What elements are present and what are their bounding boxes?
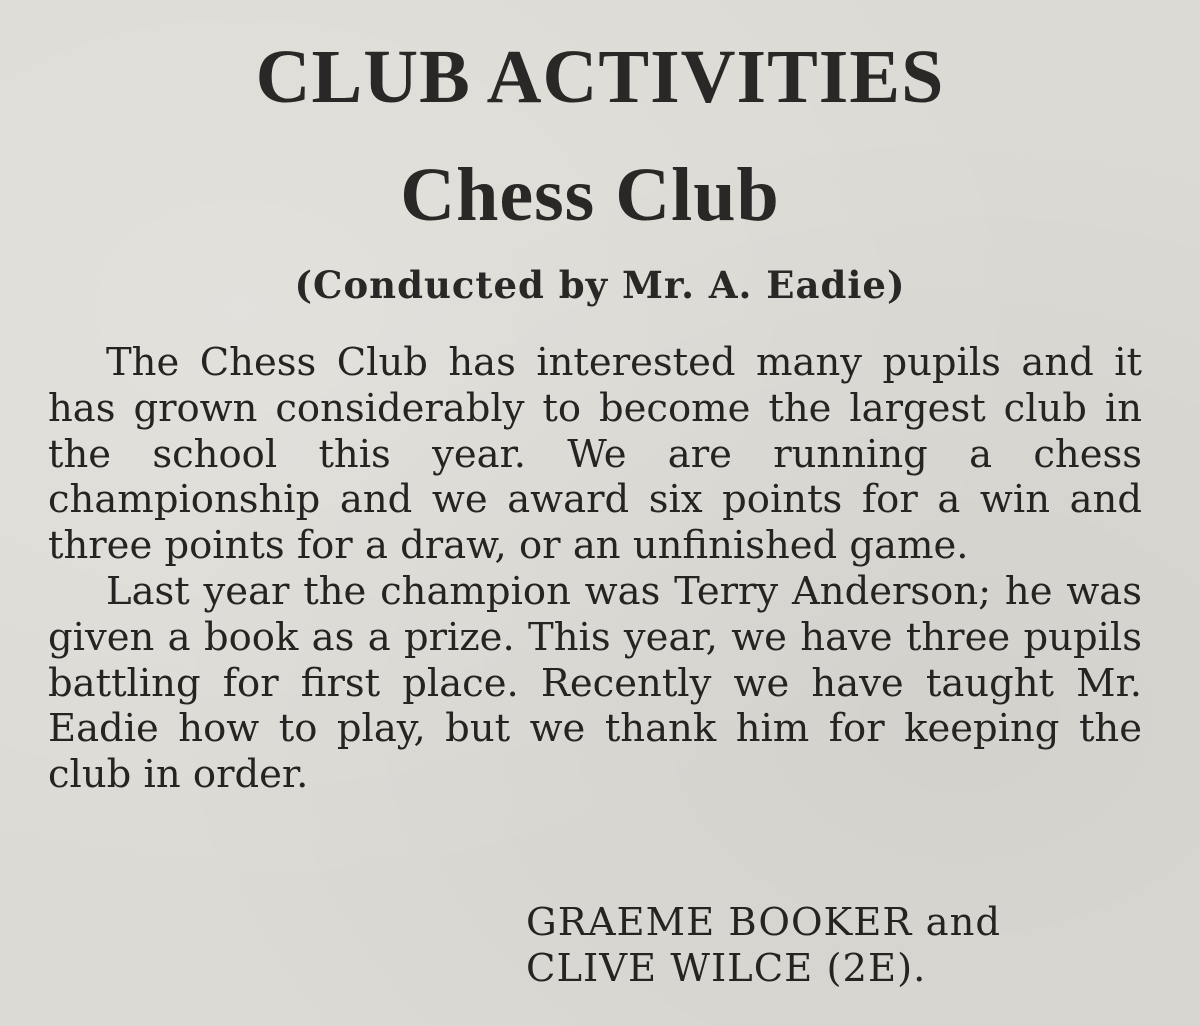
signature-line-2: CLIVE WILCE (2E).	[526, 946, 927, 991]
article-body	[48, 340, 1142, 798]
section-title: CLUB ACTIVITIES	[255, 35, 945, 119]
club-title: Chess Club	[400, 153, 780, 237]
signature-block	[526, 900, 1166, 992]
paragraph-2: Last year the champion was Terry Anderson; he was given a book as a prize. This year, we have three pupils battling for first place. Recently we have taught Mr. Eadie how to play, but we thank him for keeping the club in order.	[48, 568, 1142, 798]
signature-line-1: GRAEME BOOKER and	[526, 900, 1002, 945]
conductor-line: (Conducted by Mr. A. Eadie)	[294, 263, 906, 307]
paragraph-1: The Chess Club has interested many pupils and it has grown considerably to become the largest club in the school this year. We are running a chess championship and we award six points for a win and three points for a draw, or an unfinished game.	[48, 340, 1142, 569]
